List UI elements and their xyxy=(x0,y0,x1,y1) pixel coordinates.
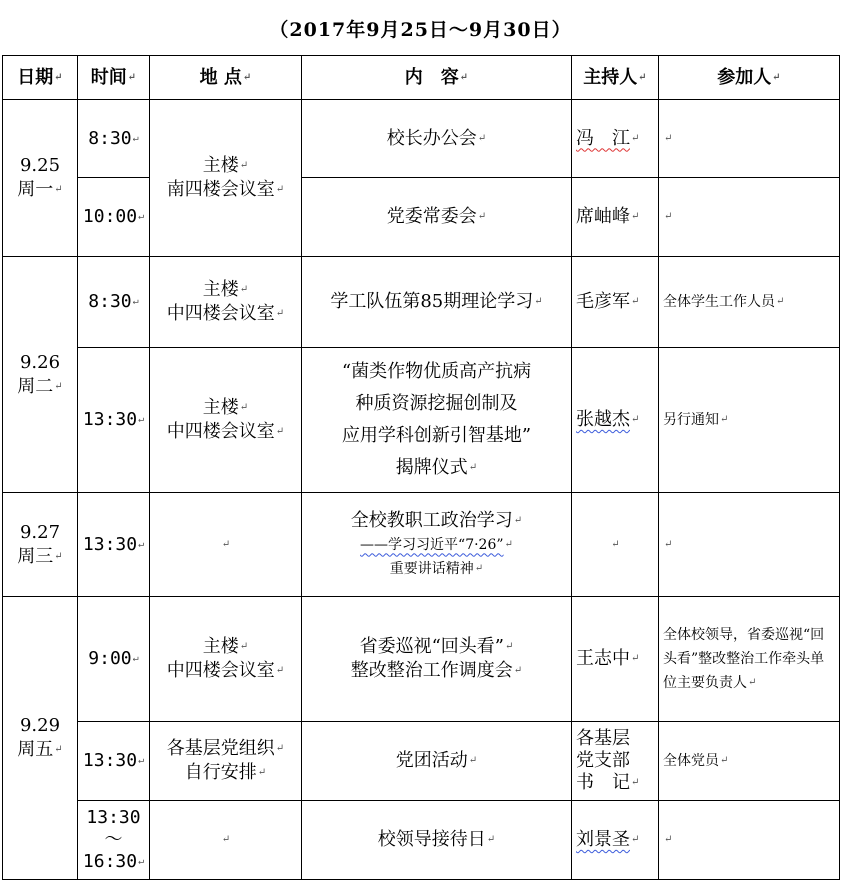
host-cell: 冯 江↵ xyxy=(572,100,659,178)
table-row xyxy=(3,493,840,597)
time-cell: 8:30↵ xyxy=(78,257,150,348)
content-cell: 全校教职工政治学习↵ ——学习习近平“7·26”↵ 重要讲话精神↵ xyxy=(302,493,572,597)
schedule-table xyxy=(2,55,840,880)
content-cell: 校领导接待日↵ xyxy=(302,801,572,880)
place-cell: ↵ xyxy=(150,801,302,880)
header-attendees: 参加人↵ xyxy=(659,56,840,100)
attendees-cell: 全体校领导，省委巡视“回头看”整改整治工作牵头单位主要负责人↵ xyxy=(659,597,840,722)
place-cell: 主楼↵ 南四楼会议室↵ xyxy=(150,100,302,257)
time-cell: 9:00↵ xyxy=(78,597,150,722)
time-cell: 13:30 ～ 16:30↵ xyxy=(78,801,150,880)
place-cell: ↵ xyxy=(150,493,302,597)
header-place: 地 点↵ xyxy=(150,56,302,100)
attendees-cell: ↵ xyxy=(659,801,840,880)
header-time: 时间↵ xyxy=(78,56,150,100)
host-cell: 张越杰↵ xyxy=(572,348,659,493)
place-cell: 各基层党组织↵ 自行安排↵ xyxy=(150,722,302,801)
date-cell: 9.27 周三↵ xyxy=(3,493,78,597)
place-cell: 主楼↵ 中四楼会议室↵ xyxy=(150,257,302,348)
table-row xyxy=(3,722,840,801)
table-row xyxy=(3,801,840,880)
attendees-cell: ↵ xyxy=(659,100,840,178)
content-cell: 党委常委会↵ xyxy=(302,178,572,257)
place-cell: 主楼↵ 中四楼会议室↵ xyxy=(150,348,302,493)
time-cell: 13:30↵ xyxy=(78,348,150,493)
time-cell: 13:30↵ xyxy=(78,722,150,801)
attendees-cell: ↵ xyxy=(659,493,840,597)
header-date: 日期↵ xyxy=(3,56,78,100)
table-row xyxy=(3,348,840,493)
date-cell: 9.26 周二↵ xyxy=(3,257,78,493)
content-cell: 校长办公会↵ xyxy=(302,100,572,178)
host-cell: 席岫峰↵ xyxy=(572,178,659,257)
host-cell: 王志中↵ xyxy=(572,597,659,722)
attendees-cell: 另行通知↵ xyxy=(659,348,840,493)
table-row xyxy=(3,100,840,178)
content-cell: 省委巡视“回头看”↵ 整改整治工作调度会↵ xyxy=(302,597,572,722)
host-cell: ↵ xyxy=(572,493,659,597)
time-cell: 10:00↵ xyxy=(78,178,150,257)
header-content: 内 容↵ xyxy=(302,56,572,100)
header-row xyxy=(3,56,840,100)
date-cell: 9.25 周一↵ xyxy=(3,100,78,257)
header-host: 主持人↵ xyxy=(572,56,659,100)
table-row xyxy=(3,257,840,348)
content-cell: 党团活动↵ xyxy=(302,722,572,801)
content-cell: 学工队伍第85期理论学习↵ xyxy=(302,257,572,348)
attendees-cell: ↵ xyxy=(659,178,840,257)
table-row xyxy=(3,597,840,722)
content-cell: “菌类作物优质高产抗病 种质资源挖掘创制及 应用学科创新引智基地” 揭牌仪式↵ xyxy=(302,348,572,493)
time-cell: 8:30↵ xyxy=(78,100,150,178)
table-row xyxy=(3,178,840,257)
attendees-cell: 全体学生工作人员↵ xyxy=(659,257,840,348)
attendees-cell: 全体党员↵ xyxy=(659,722,840,801)
host-cell: 刘景圣↵ xyxy=(572,801,659,880)
place-cell: 主楼↵ 中四楼会议室↵ xyxy=(150,597,302,722)
host-cell: 各基层 党支部 书 记↵ xyxy=(572,722,659,801)
time-cell: 13:30↵ xyxy=(78,493,150,597)
host-cell: 毛彦军↵ xyxy=(572,257,659,348)
page-title: （2017年9月25日～9月30日） xyxy=(269,19,572,41)
date-cell: 9.29 周五↵ xyxy=(3,597,78,880)
